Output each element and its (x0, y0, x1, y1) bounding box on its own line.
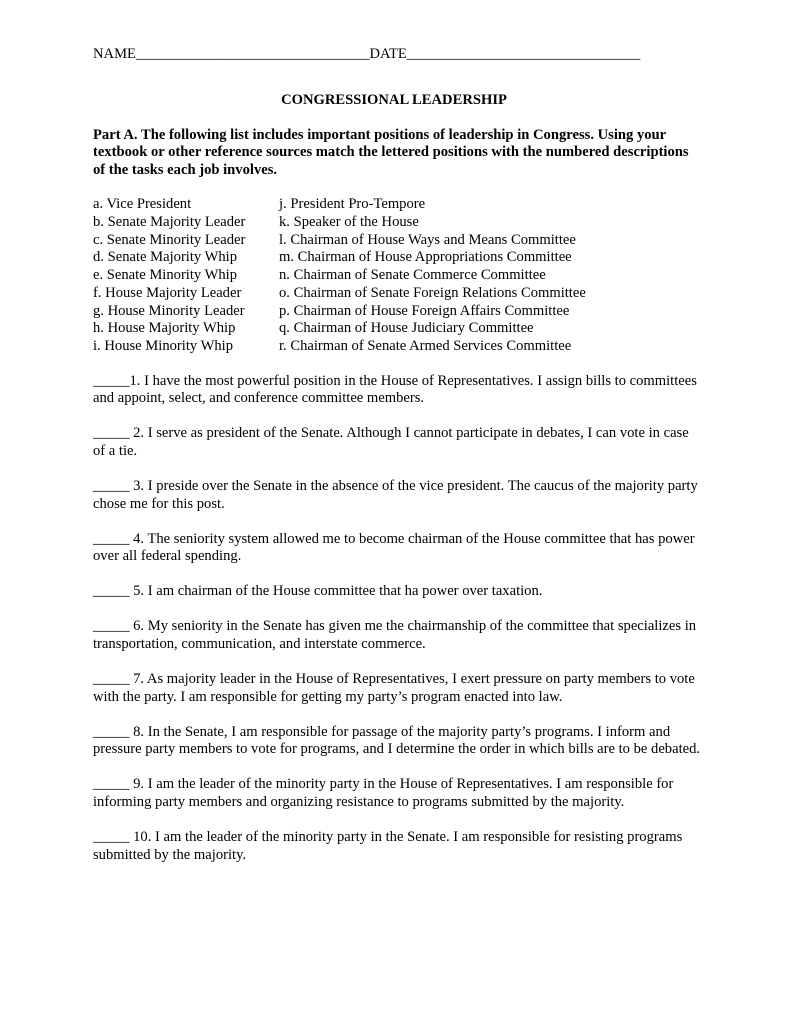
instructions-paragraph: Part A. The following list includes important positions of leadership in Congress. Using your textbook or other reference sources match the lettered positions with the numbered descriptions of the tasks each job involves. (93, 126, 689, 178)
position-item: b. Senate Majority Leader (93, 214, 246, 231)
position-item: o. Chairman of Senate Foreign Relations Committee (279, 284, 586, 301)
question-item: _____ 2. I serve as president of the Senate. Although I cannot participate in debates, I can vote in case of a tie. (93, 425, 689, 459)
position-item: i. House Minority Whip (93, 337, 233, 354)
position-item: n. Chairman of Senate Commerce Committee (279, 267, 546, 284)
position-item: m. Chairman of House Appropriations Committee (279, 249, 572, 266)
page-title: CONGRESSIONAL LEADERSHIP (281, 92, 507, 108)
question-item: _____ 7. As majority leader in the House of Representatives, I exert pressure on party members to vote with the party. I am responsible for getting my party’s program enacted into law. (93, 671, 695, 705)
position-item: f. House Majority Leader (93, 284, 242, 301)
name-label: NAME (93, 46, 136, 62)
question-item: _____ 6. My seniority in the Senate has given me the chairmanship of the committee that specializes in transportation, communication, and interstate commerce. (93, 618, 697, 652)
position-item: p. Chairman of House Foreign Affairs Committee (279, 302, 570, 319)
date-blank[interactable]: ________________________________ (406, 46, 641, 62)
positions-list (93, 196, 703, 355)
position-item: c. Senate Minority Leader (93, 231, 246, 248)
question-item: _____ 8. In the Senate, I am responsible for passage of the majority party’s programs. I inform and pressure party members to vote for programs, and I determine the order in which bills are to be debated. (93, 723, 701, 758)
position-item: e. Senate Minority Whip (93, 267, 238, 284)
name-blank[interactable]: ________________________________ (135, 46, 370, 62)
name-date-line (93, 46, 703, 64)
questions-list (93, 373, 703, 865)
position-item: k. Speaker of the House (279, 214, 419, 231)
date-label: DATE (369, 46, 407, 62)
position-item: a. Vice President (93, 196, 192, 213)
position-item: q. Chairman of House Judiciary Committee (279, 320, 534, 337)
position-item: g. House Minority Leader (93, 302, 245, 319)
question-item: _____ 9. I am the leader of the minority party in the House of Representatives. I am responsible for informing party members and organizing resistance to programs submitted by the majority. (93, 776, 674, 811)
question-item: _____ 10. I am the leader of the minority party in the Senate. I am responsible for resisting programs submitted by the majority. (93, 829, 683, 863)
question-item: _____1. I have the most powerful position in the House of Representatives. I assign bills to committees and appoint, select, and conference committee members. (93, 372, 697, 407)
question-item: _____ 3. I preside over the Senate in the absence of the vice president. The caucus of the majority party chose me for this post. (93, 477, 698, 512)
position-item: d. Senate Majority Whip (93, 249, 238, 266)
worksheet-page (93, 46, 703, 882)
position-item: h. House Majority Whip (93, 320, 236, 337)
position-item: r. Chairman of Senate Armed Services Committee (279, 337, 572, 354)
question-item: _____ 5. I am chairman of the House committee that ha power over taxation. (93, 583, 543, 600)
positions-left-column (93, 196, 279, 355)
question-item: _____ 4. The seniority system allowed me to become chairman of the House committee that has power over all federal spending. (93, 530, 695, 565)
positions-right-column (279, 196, 699, 355)
position-item: l. Chairman of House Ways and Means Committee (279, 231, 576, 248)
position-item: j. President Pro-Tempore (279, 196, 426, 213)
